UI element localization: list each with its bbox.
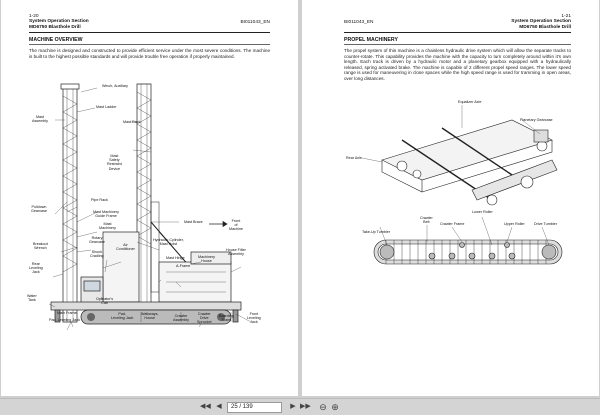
label-machinery-house: Machinery House — [198, 255, 216, 264]
last-page-icon[interactable]: ▶▶ — [300, 403, 311, 410]
label-house-filter: House Filter Assembly — [226, 248, 246, 257]
right-heading: PROPEL MACHINERY — [344, 37, 398, 43]
left-heading-rule — [29, 44, 270, 45]
label-hydraulic-cylinder: Hydraulic Cylinder, Mast Hoist — [153, 238, 184, 247]
label-mast-machinery-guide-frame: Mast Machinery Guide Frame — [93, 210, 120, 219]
label-dust-shroud: Shock Cradling — [90, 250, 104, 259]
page-number-field[interactable] — [227, 402, 282, 413]
left-model-title: MD6750 Blasthole Drill — [29, 24, 81, 30]
label-drive-tumbler: Drive Tumbler — [534, 222, 557, 226]
label-pad-leveling-jack: Pad, Leveling Jack — [49, 318, 80, 322]
label-mast-brace: Mast Brace — [184, 220, 203, 224]
label-crawler-belt: Crawler Belt — [420, 216, 433, 225]
right-paragraph: The propel system of this machine is a chainless hydraulic drive system which will allow the separate tracks to counter-rotate. This capability provides the machine with the capacity to turn completely around within it's own length. Each track is driven by a hydraulic motor and a planetary gearbox equipped with a hydraulically released, spring activated brake. The machine is capable of 2 different propel speed ranges. The lower speed range is used for maneuvering in close spaces while the high speed range is used for tramming in open areas, over long distances. — [344, 48, 571, 81]
label-mast-rack: Mast Rack — [123, 120, 141, 124]
left-page-header — [29, 14, 89, 30]
label-rear-leveling-jack: Rear Leveling Jack — [29, 262, 43, 275]
label-mast-ladder: Mast Ladder — [96, 105, 117, 109]
left-section-title: System Operation Section — [29, 19, 89, 25]
right-section-title: System Operation Section — [511, 19, 571, 25]
label-winch-auxiliary: Winch, Auxiliary — [102, 84, 129, 88]
right-heading-rule — [344, 44, 571, 45]
label-boarding-stairs: Boarding Stairs — [219, 314, 234, 323]
right-doc-id: BI011043_EN — [344, 20, 374, 25]
label-planetary-gearcase: Planetary Gearcase — [520, 118, 553, 122]
label-rotary-gearcase: Rotary Gearcase — [89, 236, 105, 245]
label-crawler-drive-sprocket: Crawler Drive Sprocket — [197, 312, 212, 325]
label-front-leveling-jack: Front Leveling Jack — [247, 312, 261, 325]
drill-illustration — [41, 82, 261, 327]
zoom-in-icon[interactable]: ⊕ — [331, 402, 339, 412]
left-page-number: 1-20 — [29, 14, 39, 19]
label-rear-axle: Rear Axle — [346, 156, 362, 160]
label-operators-cab: Operator's Cab — [96, 297, 114, 306]
label-air-conditioner: Air Conditioner — [116, 243, 135, 252]
label-mast-assembly: Mast Assembly — [32, 115, 48, 124]
current-page-value: 25 — [231, 404, 238, 410]
right-page — [302, 0, 599, 396]
label-breakout-wrench: Breakout Wrench — [33, 242, 48, 251]
left-page — [1, 0, 298, 396]
page-separator: / — [239, 404, 242, 410]
label-equalizer-axle: Equalizer Axle — [458, 100, 482, 104]
label-pipe-rack: Pipe Rack — [91, 198, 108, 202]
left-doc-id: BI011043_EN — [240, 20, 270, 25]
label-take-up-tumbler: Take-Up Tumbler — [362, 230, 391, 234]
label-a-frame: A-Frame — [176, 264, 191, 268]
previous-page-icon[interactable]: ◀ — [216, 403, 222, 410]
zoom-out-icon[interactable]: ⊖ — [319, 402, 327, 412]
label-water-tank: Water Tank — [27, 294, 37, 303]
label-mast-hinge: Mast Hinge — [166, 256, 185, 260]
label-walkways-house: Walkways, House — [141, 312, 159, 321]
right-page-header — [511, 14, 571, 30]
label-main-frame: Main Frame — [57, 311, 77, 315]
propel-illustration — [342, 100, 582, 300]
label-pulldown-gearcase: Pulldown Gearcase — [31, 205, 47, 214]
left-heading: MACHINE OVERVIEW — [29, 37, 83, 43]
left-paragraph: The machine is designed and constructed to provide efficient service under the most severe conditions. The machine is built to the highest possible standards and will provide trouble free operation if properly maintained. — [29, 48, 270, 59]
label-mast-safety-restraint: Mast Safety Restraint Device — [107, 154, 122, 171]
label-mast-machinery: Mast Machinery — [99, 222, 117, 231]
label-front-of-machine: Front of Machine — [229, 219, 243, 232]
label-crawler-frame: Crawler Frame — [440, 222, 465, 226]
label-upper-roller: Upper Roller — [504, 222, 525, 226]
total-pages-value: 139 — [242, 404, 253, 410]
label-pad-leveling-jack-2: Pad, Leveling Jack — [111, 312, 134, 321]
label-crawler-assembly: Crawler Assembly — [173, 314, 189, 323]
right-page-number: 1-21 — [561, 14, 571, 19]
pdf-toolbar — [0, 398, 600, 415]
next-page-icon[interactable]: ▶ — [290, 403, 296, 410]
right-model-title: MD6750 Blasthole Drill — [519, 24, 571, 30]
first-page-icon[interactable]: ◀◀ — [200, 403, 211, 410]
right-header-rule — [344, 32, 571, 33]
label-lower-roller: Lower Roller — [472, 210, 493, 214]
left-header-rule — [29, 32, 270, 33]
